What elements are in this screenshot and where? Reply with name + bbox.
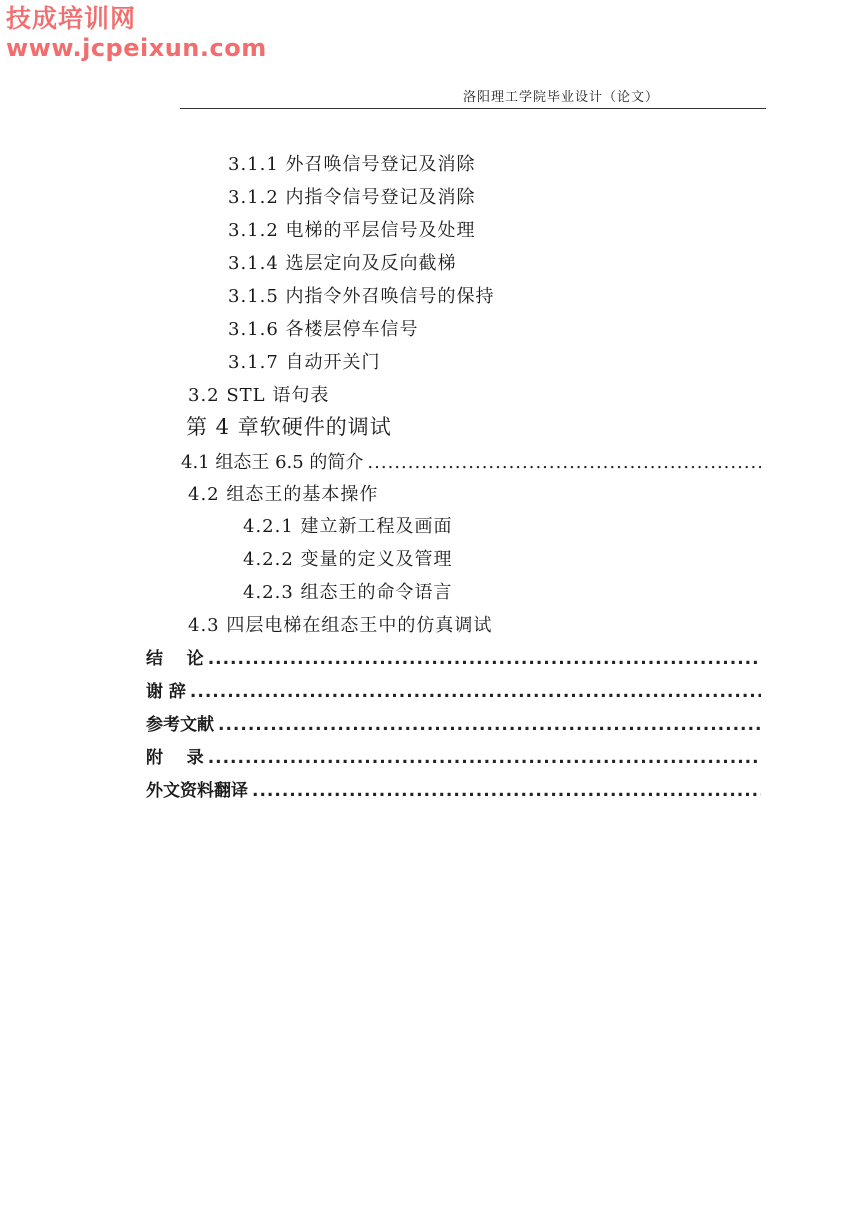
toc-entry-3-2: 3.2 STL 语句表 [188, 385, 330, 406]
dot-leader [218, 715, 761, 735]
toc-entry-3-1-2-signal: 3.1.2 内指令信号登记及消除 [228, 187, 476, 208]
toc-entry-4-2: 4.2 组态王的基本操作 [188, 484, 379, 505]
watermark-title: 技成培训网 [6, 4, 137, 33]
toc-entry-3-1-5: 3.1.5 内指令外召唤信号的保持 [228, 286, 495, 307]
toc-entry-translation [146, 776, 761, 801]
toc-entry-references-label: 参考文献 [146, 715, 214, 735]
toc-entry-4-3: 4.3 四层电梯在组态王中的仿真调试 [188, 615, 493, 636]
header-title: 洛阳理工学院毕业设计（论文） [462, 90, 659, 105]
toc-entry-thanks-label: 谢 辞 [146, 682, 186, 702]
watermark-url: www.jcpeixun.com [6, 34, 267, 62]
toc-entry-conclusion-label: 结 论 [146, 649, 204, 669]
watermark [6, 4, 267, 63]
toc-entry-3-1-4: 3.1.4 选层定向及反向截梯 [228, 253, 457, 274]
toc-entry-conclusion [146, 644, 761, 669]
toc-entry-thanks [146, 677, 761, 702]
toc-entry-3-1-6: 3.1.6 各楼层停车信号 [228, 319, 419, 340]
page-header [180, 86, 766, 109]
toc-entry-appendix-label: 附 录 [146, 748, 204, 768]
toc-chapter-4: 第 4 章软硬件的调试 [186, 415, 392, 439]
toc-entry-3-1-7: 3.1.7 自动开关门 [228, 352, 381, 373]
toc-entry-appendix [146, 743, 761, 768]
toc-entry-3-1-1: 3.1.1 外召唤信号登记及消除 [228, 154, 476, 175]
dot-leader [190, 682, 761, 702]
toc-entry-4-2-1: 4.2.1 建立新工程及画面 [243, 516, 453, 537]
dot-leader [208, 748, 761, 768]
dot-leader [252, 781, 761, 801]
toc-entry-3-1-2-leveling: 3.1.2 电梯的平层信号及处理 [228, 220, 476, 241]
dot-leader [208, 649, 761, 669]
toc-entry-4-1-label: 4.1 组态王 6.5 的简介 [181, 452, 364, 473]
toc-entry-4-2-2: 4.2.2 变量的定义及管理 [243, 549, 453, 570]
toc-entry-4-1 [181, 448, 761, 474]
toc-entry-4-2-3: 4.2.3 组态王的命令语言 [243, 582, 453, 603]
toc-entry-references [146, 710, 761, 735]
toc-entry-translation-label: 外文资料翻译 [146, 781, 248, 801]
dot-leader [367, 452, 761, 473]
